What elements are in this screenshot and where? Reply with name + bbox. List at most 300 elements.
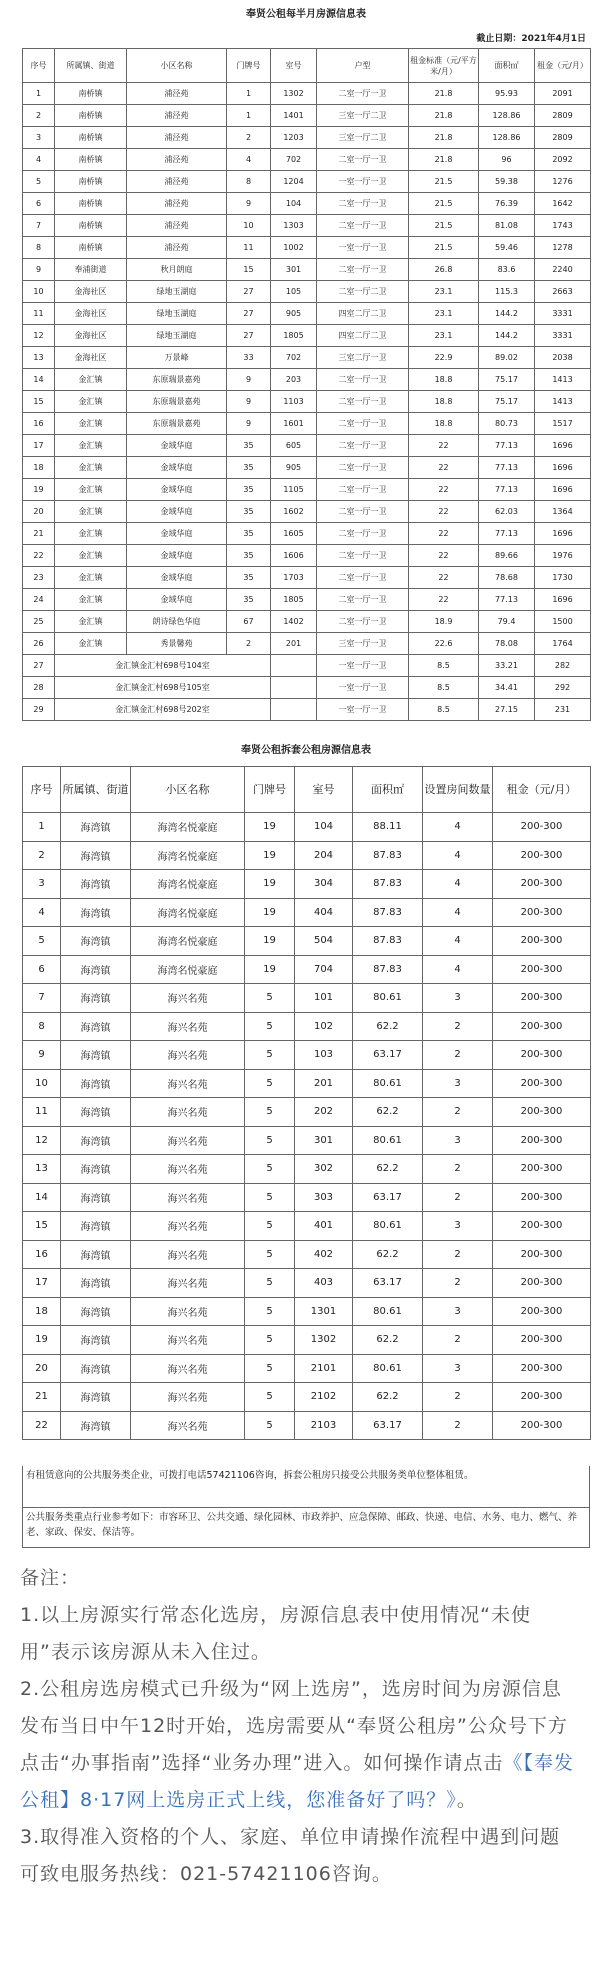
table-cell: 200-300 — [493, 1354, 591, 1383]
table2-title: 奉贤公租拆套公租房源信息表 — [241, 745, 371, 756]
table-cell: 201 — [295, 1069, 353, 1098]
table-cell: 80.73 — [479, 413, 535, 435]
table-cell: 秀景馨苑 — [127, 633, 227, 655]
table-cell: 15 — [23, 391, 55, 413]
table-cell: 海兴名苑 — [131, 1155, 245, 1184]
table-cell: 9 — [227, 413, 271, 435]
article-link[interactable]: 《【奉发公租】8·17网上选房正式上线，您准备好了吗？》 — [20, 1752, 574, 1811]
table-cell: 5 — [245, 1155, 295, 1184]
table-cell: 10 — [23, 281, 55, 303]
table-cell: 22.9 — [409, 347, 479, 369]
table-cell: 62.2 — [353, 1383, 423, 1412]
table-cell: 80.61 — [353, 1297, 423, 1326]
table-cell: 15 — [23, 1212, 61, 1241]
table-cell: 二室一厅一卫 — [317, 413, 409, 435]
table-cell: 63.17 — [353, 1411, 423, 1440]
table-cell: 704 — [295, 955, 353, 984]
table-cell: 金汇镇 — [55, 369, 127, 391]
table-cell: 21.8 — [409, 105, 479, 127]
table-cell: 12 — [23, 325, 55, 347]
table-cell: 二室一厅一卫 — [317, 391, 409, 413]
table-cell: 浦泾苑 — [127, 83, 227, 105]
table-row — [23, 237, 591, 259]
table-cell: 5 — [245, 1326, 295, 1355]
table-cell: 金域华庭 — [127, 545, 227, 567]
table-cell: 浦泾苑 — [127, 215, 227, 237]
table-row — [23, 391, 591, 413]
table1-header-cell: 所属镇、街道 — [55, 49, 127, 83]
table-cell: 金域华庭 — [127, 523, 227, 545]
table-cell: 5 — [245, 1297, 295, 1326]
table-cell: 87.83 — [353, 927, 423, 956]
table-cell: 金汇镇 — [55, 501, 127, 523]
table-cell: 401 — [295, 1212, 353, 1241]
table-cell: 海兴名苑 — [131, 1383, 245, 1412]
table-cell: 5 — [245, 1012, 295, 1041]
address-cell: 金汇镇金汇村698号105室 — [55, 677, 271, 699]
table-cell: 702 — [271, 149, 317, 171]
table-cell: 海湾镇 — [61, 1212, 131, 1241]
table-row — [23, 1126, 591, 1155]
table-cell: 201 — [271, 633, 317, 655]
table-cell: 88.11 — [353, 813, 423, 842]
table-row — [23, 83, 591, 105]
table-row — [23, 1098, 591, 1127]
table-cell: 海湾镇 — [61, 898, 131, 927]
table-cell: 83.6 — [479, 259, 535, 281]
remark-item-2-end: 。 — [456, 1789, 477, 1811]
table2-header-cell: 小区名称 — [131, 767, 245, 813]
table-cell: 金域华庭 — [127, 501, 227, 523]
table-cell: 南桥镇 — [55, 105, 127, 127]
table-cell: 绿地玉湖庭 — [127, 325, 227, 347]
table-cell: 海兴名苑 — [131, 1240, 245, 1269]
table-cell: 海兴名苑 — [131, 1411, 245, 1440]
table-cell: 二室一厅一卫 — [317, 435, 409, 457]
table-cell: 2101 — [295, 1354, 353, 1383]
table-cell: 二室一厅一卫 — [317, 523, 409, 545]
table-cell: 海湾名悦豪庭 — [131, 841, 245, 870]
table-cell: 62.2 — [353, 1326, 423, 1355]
table-cell: 金汇镇 — [55, 413, 127, 435]
table-cell: 1103 — [271, 391, 317, 413]
table-row — [23, 898, 591, 927]
table-cell: 海兴名苑 — [131, 1354, 245, 1383]
table-row — [23, 655, 591, 677]
table-row — [23, 813, 591, 842]
table-cell: 二室一厅一卫 — [317, 149, 409, 171]
table-cell: 2 — [423, 1326, 493, 1355]
table-cell: 2 — [423, 1383, 493, 1412]
table-cell: 1605 — [271, 523, 317, 545]
table2-header-cell: 租金（元/月） — [493, 767, 591, 813]
table-cell: 一室一厅一卫 — [317, 171, 409, 193]
table-cell: 海湾镇 — [61, 1098, 131, 1127]
table-cell: 东原瑞景嘉苑 — [127, 369, 227, 391]
table-cell: 4 — [423, 813, 493, 842]
table-cell: 78.68 — [479, 567, 535, 589]
table-cell: 海湾镇 — [61, 955, 131, 984]
table-cell: 2809 — [535, 105, 591, 127]
table-row — [23, 927, 591, 956]
remarks-heading: 备注： — [20, 1567, 81, 1589]
table-cell: 115.3 — [479, 281, 535, 303]
table-cell: 金汇镇 — [55, 589, 127, 611]
table-cell: 海兴名苑 — [131, 1297, 245, 1326]
table-row — [23, 457, 591, 479]
table-cell: 金域华庭 — [127, 479, 227, 501]
table-cell: 9 — [23, 1041, 61, 1070]
table-cell: 144.2 — [479, 325, 535, 347]
table-row — [23, 1383, 591, 1412]
table-cell: 朗诗绿色华庭 — [127, 611, 227, 633]
table-cell: 南桥镇 — [55, 171, 127, 193]
table-cell: 3 — [423, 1297, 493, 1326]
table-cell: 200-300 — [493, 1240, 591, 1269]
table-cell: 1401 — [271, 105, 317, 127]
table-cell: 27.15 — [479, 699, 535, 721]
table-cell: 75.17 — [479, 391, 535, 413]
table-cell: 200-300 — [493, 955, 591, 984]
table1-title: 奉贤公租每半月房源信息表 — [246, 9, 366, 20]
table-cell: 海湾镇 — [61, 1354, 131, 1383]
table-cell: 5 — [245, 984, 295, 1013]
table-cell: 南桥镇 — [55, 127, 127, 149]
table-cell: 南桥镇 — [55, 215, 127, 237]
table-cell: 2 — [423, 1183, 493, 1212]
table1-date: 截止日期：2021年4月1日 — [476, 34, 586, 44]
table1-header-cell: 面积㎡ — [479, 49, 535, 83]
table-cell: 22 — [409, 435, 479, 457]
table-cell: 1276 — [535, 171, 591, 193]
table-cell: 1703 — [271, 567, 317, 589]
table-cell: 77.13 — [479, 435, 535, 457]
table-cell: 1764 — [535, 633, 591, 655]
table-cell: 200-300 — [493, 1126, 591, 1155]
table-row — [23, 193, 591, 215]
table2-header-cell: 设置房间数量 — [423, 767, 493, 813]
table-cell: 1976 — [535, 545, 591, 567]
table-cell: 4 — [23, 149, 55, 171]
table1-header-cell: 序号 — [23, 49, 55, 83]
table-cell: 金海社区 — [55, 325, 127, 347]
table-cell: 404 — [295, 898, 353, 927]
table-cell: 9 — [23, 259, 55, 281]
table-cell: 海湾镇 — [61, 1012, 131, 1041]
table-cell: 海兴名苑 — [131, 1183, 245, 1212]
table-row — [23, 699, 591, 721]
table-cell: 海湾名悦豪庭 — [131, 927, 245, 956]
table-cell: 1696 — [535, 457, 591, 479]
table-row — [23, 435, 591, 457]
table-cell: 四室二厅二卫 — [317, 325, 409, 347]
table-cell: 21.5 — [409, 171, 479, 193]
table-cell: 22 — [409, 545, 479, 567]
table-cell: 23.1 — [409, 281, 479, 303]
table-row — [23, 413, 591, 435]
table-cell: 4 — [423, 841, 493, 870]
table-cell: 金汇镇 — [55, 391, 127, 413]
table-cell: 200-300 — [493, 1269, 591, 1298]
table-row — [23, 127, 591, 149]
table-cell: 35 — [227, 567, 271, 589]
table-cell: 104 — [295, 813, 353, 842]
table-cell: 35 — [227, 589, 271, 611]
table-cell: 1730 — [535, 567, 591, 589]
table-cell: 11 — [23, 303, 55, 325]
table-cell: 3 — [23, 127, 55, 149]
table-row — [23, 870, 591, 899]
table-cell: 14 — [23, 1183, 61, 1212]
table-cell: 2 — [423, 1098, 493, 1127]
table-cell: 14 — [23, 369, 55, 391]
table-cell: 303 — [295, 1183, 353, 1212]
table-cell: 金汇镇 — [55, 479, 127, 501]
table-cell: 59.46 — [479, 237, 535, 259]
table-cell: 33.21 — [479, 655, 535, 677]
table-cell: 2 — [423, 1041, 493, 1070]
table-cell: 1805 — [271, 325, 317, 347]
table-cell: 二室一厅一卫 — [317, 457, 409, 479]
table-cell: 2240 — [535, 259, 591, 281]
table-cell: 95.93 — [479, 83, 535, 105]
table-cell: 1 — [23, 83, 55, 105]
table-cell: 23.1 — [409, 303, 479, 325]
table-cell: 27 — [227, 325, 271, 347]
table-cell: 35 — [227, 523, 271, 545]
table-cell: 21.5 — [409, 193, 479, 215]
table-cell: 海兴名苑 — [131, 1269, 245, 1298]
table-cell: 200-300 — [493, 1098, 591, 1127]
remarks-section — [20, 1560, 580, 1893]
table-cell: 10 — [23, 1069, 61, 1098]
table-cell: 海湾镇 — [61, 1041, 131, 1070]
table-cell: 4 — [423, 927, 493, 956]
table-row — [23, 171, 591, 193]
table-cell: 四室二厅二卫 — [317, 303, 409, 325]
table-cell: 海湾名悦豪庭 — [131, 870, 245, 899]
rental-listing-table-1 — [22, 0, 590, 726]
table-cell: 403 — [295, 1269, 353, 1298]
table-cell: 金汇镇 — [55, 435, 127, 457]
table-cell: 二室一厅一卫 — [317, 501, 409, 523]
table-cell: 59.38 — [479, 171, 535, 193]
table-cell: 204 — [295, 841, 353, 870]
table-cell: 5 — [245, 1354, 295, 1383]
table-cell: 21.8 — [409, 83, 479, 105]
table-cell: 金域华庭 — [127, 435, 227, 457]
table-cell: 绿地玉湖庭 — [127, 281, 227, 303]
table-cell: 1303 — [271, 215, 317, 237]
table-cell: 南桥镇 — [55, 83, 127, 105]
table-cell: 19 — [245, 813, 295, 842]
table-cell: 金海社区 — [55, 281, 127, 303]
remark-item-2-text: 2.公租房选房模式已升级为“网上选房”，选房时间为房源信息发布当日中午12时开始，选房需要从“奉贤公租房”公众号下方点击“办事指南”选择“业务办理”进入。如何操作请点击 — [20, 1678, 568, 1774]
table-cell: 19 — [245, 927, 295, 956]
table-cell: 金汇镇 — [55, 611, 127, 633]
table-cell: 二室一厅一卫 — [317, 193, 409, 215]
table-cell: 605 — [271, 435, 317, 457]
table-cell: 8 — [23, 237, 55, 259]
table-cell: 3331 — [535, 325, 591, 347]
table-cell: 三室一厅二卫 — [317, 127, 409, 149]
table-cell: 17 — [23, 435, 55, 457]
table-cell: 11 — [227, 237, 271, 259]
table-cell: 海湾镇 — [61, 1411, 131, 1440]
table-cell: 2091 — [535, 83, 591, 105]
table-cell: 1606 — [271, 545, 317, 567]
table-cell: 4 — [423, 870, 493, 899]
table-row — [23, 589, 591, 611]
table-cell: 海湾镇 — [61, 813, 131, 842]
table-row — [23, 523, 591, 545]
table-cell: 金域华庭 — [127, 589, 227, 611]
table-cell: 南桥镇 — [55, 149, 127, 171]
table-cell: 22 — [409, 589, 479, 611]
table-cell: 200-300 — [493, 813, 591, 842]
table-cell: 21 — [23, 523, 55, 545]
table-cell: 67 — [227, 611, 271, 633]
table-cell: 8 — [227, 171, 271, 193]
table2-header-row — [23, 767, 591, 813]
table-cell: 5 — [245, 1069, 295, 1098]
table-cell: 22 — [409, 457, 479, 479]
table-cell: 79.4 — [479, 611, 535, 633]
table-row — [23, 281, 591, 303]
table-cell: 海兴名苑 — [131, 1098, 245, 1127]
table-cell: 秋月朗庭 — [127, 259, 227, 281]
table-cell: 23 — [23, 567, 55, 589]
table-cell: 二室一厅一卫 — [317, 259, 409, 281]
table2-header-cell: 门牌号 — [245, 767, 295, 813]
table-cell: 海湾镇 — [61, 1383, 131, 1412]
table-cell: 二室一厅一卫 — [317, 215, 409, 237]
table-cell: 7 — [23, 215, 55, 237]
table-cell: 35 — [227, 457, 271, 479]
table-cell: 一室一厅一卫 — [317, 677, 409, 699]
table-row — [23, 841, 591, 870]
table-cell: 23.1 — [409, 325, 479, 347]
table-cell: 17 — [23, 1269, 61, 1298]
table-cell: 103 — [295, 1041, 353, 1070]
table-cell: 8 — [23, 1012, 61, 1041]
table2-note-contact: 有租赁意向的公共服务类企业，可拨打电话57421106咨询，拆套公租房只接受公共服务类单位整体租赁。 — [22, 1466, 590, 1508]
table-cell: 1601 — [271, 413, 317, 435]
table2-body — [23, 813, 591, 1440]
table-cell: 128.86 — [479, 127, 535, 149]
table-cell: 200-300 — [493, 1012, 591, 1041]
table-row — [23, 677, 591, 699]
table-cell: 80.61 — [353, 1212, 423, 1241]
table-cell: 35 — [227, 435, 271, 457]
table-cell: 62.03 — [479, 501, 535, 523]
table-cell: 200-300 — [493, 1411, 591, 1440]
table-cell: 3331 — [535, 303, 591, 325]
table-cell: 东原瑞景嘉苑 — [127, 391, 227, 413]
table-cell: 18 — [23, 1297, 61, 1326]
table-cell: 浦泾苑 — [127, 149, 227, 171]
table-row — [23, 105, 591, 127]
table-cell: 二室一厅一卫 — [317, 479, 409, 501]
table-cell: 25 — [23, 611, 55, 633]
table-cell: 海湾镇 — [61, 1326, 131, 1355]
table-cell: 8.5 — [409, 655, 479, 677]
table-cell: 1696 — [535, 589, 591, 611]
table-cell: 21 — [23, 1383, 61, 1412]
table-cell: 绿地玉湖庭 — [127, 303, 227, 325]
table-cell: 浦泾苑 — [127, 127, 227, 149]
table-cell: 三室二厅一卫 — [317, 347, 409, 369]
table-row — [23, 369, 591, 391]
table-cell: 62.2 — [353, 1098, 423, 1127]
table-cell: 34.41 — [479, 677, 535, 699]
table-cell: 35 — [227, 479, 271, 501]
table-cell: 1743 — [535, 215, 591, 237]
table-cell: 16 — [23, 413, 55, 435]
table-row — [23, 1297, 591, 1326]
table-cell: 浦泾苑 — [127, 105, 227, 127]
table-cell: 21.5 — [409, 237, 479, 259]
table-cell: 海湾镇 — [61, 1297, 131, 1326]
table-cell — [271, 699, 317, 721]
table-cell: 2 — [23, 105, 55, 127]
table-cell — [271, 677, 317, 699]
table1-header-cell: 室号 — [271, 49, 317, 83]
table-cell: 200-300 — [493, 984, 591, 1013]
table-cell: 3 — [423, 1069, 493, 1098]
address-cell: 金汇镇金汇村698号202室 — [55, 699, 271, 721]
table2 — [22, 766, 591, 1440]
table2-note-industries: 公共服务类重点行业参考如下：市容环卫、公共交通、绿化园林、市政养护、应急保障、邮政、快递、电信、水务、电力、燃气、养老、家政、保安、保洁等。 — [22, 1508, 590, 1548]
table-cell: 702 — [271, 347, 317, 369]
table-cell: 海兴名苑 — [131, 1041, 245, 1070]
table-cell: 102 — [295, 1012, 353, 1041]
table-cell: 8.5 — [409, 677, 479, 699]
table-cell: 21.5 — [409, 215, 479, 237]
table-row — [23, 567, 591, 589]
table-cell: 4 — [423, 898, 493, 927]
table-row — [23, 1269, 591, 1298]
table-cell: 1696 — [535, 435, 591, 457]
table-cell: 87.83 — [353, 955, 423, 984]
table-cell: 金海社区 — [55, 347, 127, 369]
table-cell: 一室一厅一卫 — [317, 699, 409, 721]
table-cell: 1278 — [535, 237, 591, 259]
table-cell: 1302 — [271, 83, 317, 105]
table-cell: 6 — [23, 193, 55, 215]
table-cell: 1602 — [271, 501, 317, 523]
table-cell: 144.2 — [479, 303, 535, 325]
table-cell: 16 — [23, 1240, 61, 1269]
table-cell: 海兴名苑 — [131, 1126, 245, 1155]
table-cell: 2663 — [535, 281, 591, 303]
table-row — [23, 633, 591, 655]
table-cell: 29 — [23, 699, 55, 721]
table-cell: 南桥镇 — [55, 193, 127, 215]
table-cell: 9 — [227, 391, 271, 413]
table-cell: 200-300 — [493, 1041, 591, 1070]
table-cell: 3 — [423, 1126, 493, 1155]
table-row — [23, 984, 591, 1013]
table-cell: 22.6 — [409, 633, 479, 655]
table-cell: 海湾镇 — [61, 927, 131, 956]
table-cell: 62.2 — [353, 1240, 423, 1269]
table-cell: 62.2 — [353, 1012, 423, 1041]
table-cell: 81.08 — [479, 215, 535, 237]
table2-header-cell: 序号 — [23, 767, 61, 813]
table-cell: 2102 — [295, 1383, 353, 1412]
table-cell: 28 — [23, 677, 55, 699]
